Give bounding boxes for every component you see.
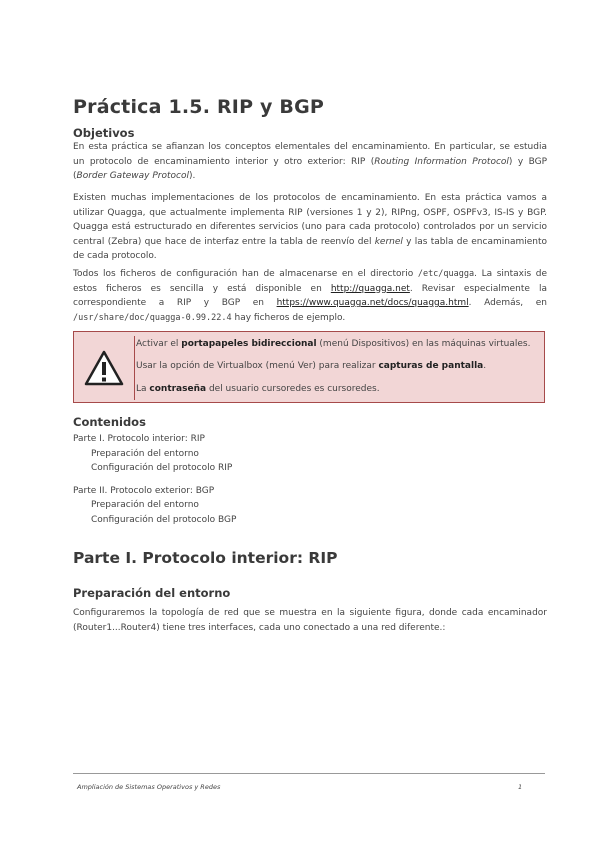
- toc-part1-item-1[interactable]: Preparación del entorno: [91, 449, 199, 459]
- objetivos-paragraph-3: Todos los ficheros de configuración han de almacenarse en el directorio /etc/quagga. La sintaxis de estos ficheros es sencilla y está disponible en http://quagga.net. Revisar especialmente la correspondiente a RIP y BGP en https://www.quagga.net/docs/quagga.html. Además, en /usr/share/doc/quagga-0.99.22.4 hay ficheros de ejemplo.: [73, 269, 547, 323]
- quagga-link[interactable]: http://quagga.net: [330, 283, 410, 294]
- objetivos-heading: Objetivos: [73, 126, 135, 140]
- page-number: 1: [518, 783, 523, 791]
- notice-line-password: La contraseña del usuario cursoredes es cursoredes.: [136, 384, 380, 394]
- objetivos-paragraph-2: Existen muchas implementaciones de los protocolos de encaminamiento. En esta práctica vamos a utilizar Quagga, que actualmente implementa RIP (versiones 1 y 2), RIPng, OSPF, OSPFv3, IS-IS y BGP. Quagga está estructurado en diferentes servicios (uno para cada protocolo) controlados por un servicio central (Zebra) que hace de interfaz entre la tabla de reenvío del kernel y las tabla de encaminamiento de cada protocolo.: [73, 193, 548, 261]
- quagga-docs-link[interactable]: https://www.quagga.net/docs/quagga.html: [276, 298, 469, 308]
- notice-line-screenshots: Usar la opción de Virtualbox (menú Ver) para realizar capturas de pantalla.: [136, 361, 487, 371]
- warning-notice: [73, 331, 545, 403]
- footer-text: Ampliación de Sistemas Operativos y Redes: [77, 783, 221, 791]
- page-title: Práctica 1.5. RIP y BGP: [73, 96, 325, 118]
- toc-part1-item-2[interactable]: Configuración del protocolo RIP: [91, 463, 233, 473]
- parte1-paragraph: Configuraremos la topología de red que se muestra en la siguiente figura, donde cada encaminador (Router1...Router4) tiene tres interfaces, cada uno conectado a una red diferente.:: [73, 608, 547, 633]
- toc-part2-item-2[interactable]: Configuración del protocolo BGP: [91, 515, 237, 525]
- footer-divider: [73, 773, 545, 774]
- contenidos-heading: Contenidos: [73, 415, 146, 429]
- preparacion-heading: Preparación del entorno: [73, 586, 231, 600]
- parte1-heading: Parte I. Protocolo interior: RIP: [73, 549, 338, 567]
- notice-line-clipboard: Activar el portapapeles bidireccional (menú Dispositivos) en las máquinas virtuales.: [136, 339, 531, 349]
- warning-triangle-icon: [84, 350, 124, 386]
- objetivos-paragraph-1: En esta práctica se afianzan los conceptos elementales del encaminamiento. En particular, se estudia un protocolo de encaminamiento interior y otro exterior: RIP (Routing Information Protocol) y BGP (Border Gateway Protocol).: [73, 142, 548, 181]
- toc-part2-item-1[interactable]: Preparación del entorno: [91, 500, 199, 510]
- toc-part2-link[interactable]: Parte II. Protocolo exterior: BGP: [73, 486, 215, 496]
- notice-separator: [134, 336, 135, 400]
- toc-part1-link[interactable]: Parte I. Protocolo interior: RIP: [73, 434, 205, 444]
